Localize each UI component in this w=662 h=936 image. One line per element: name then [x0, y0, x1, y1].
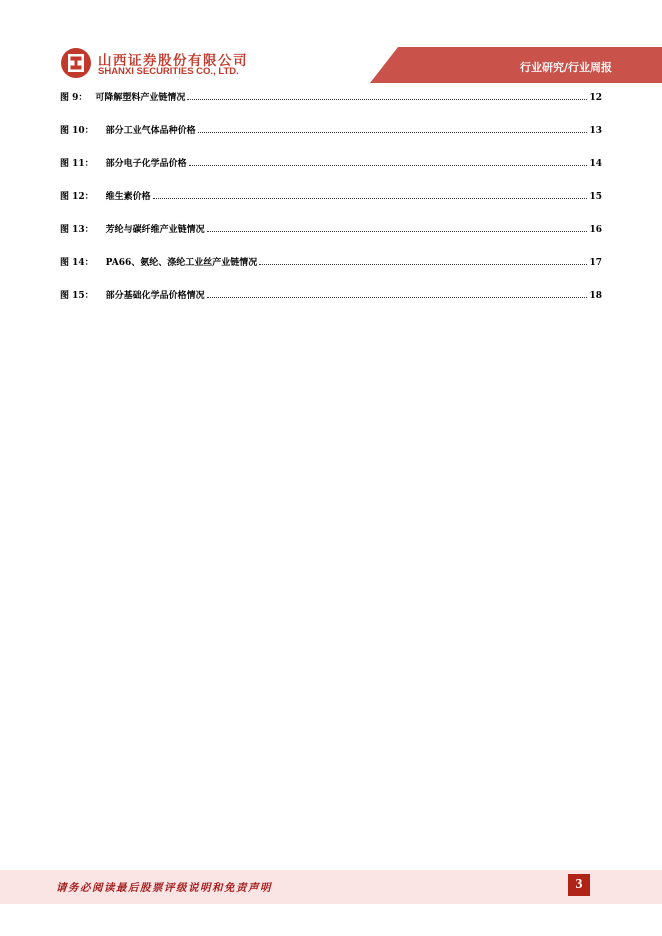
- figure-title: 部分电子化学品价格: [105, 159, 187, 169]
- page-number: 3: [568, 874, 590, 896]
- dot-leader: [207, 223, 588, 232]
- figure-page: 13: [589, 126, 602, 136]
- disclaimer-notice: 请务必阅读最后股票评级说明和免责声明: [56, 882, 272, 894]
- dot-leader: [189, 157, 588, 166]
- dot-leader: [207, 289, 588, 298]
- toc-entry[interactable]: [60, 288, 602, 302]
- figure-label: 图 12：: [60, 192, 94, 202]
- figure-title: 部分工业气体品种价格: [105, 126, 196, 136]
- figure-title: 维生素价格: [105, 192, 151, 202]
- figure-page: 14: [589, 159, 602, 169]
- figure-page: 12: [589, 93, 602, 103]
- figure-label: 图 13：: [60, 225, 94, 235]
- report-type: 行业研究/行业周报: [519, 61, 612, 74]
- page-header: [0, 0, 662, 92]
- figure-page: 16: [589, 225, 602, 235]
- toc-entry[interactable]: [60, 156, 602, 170]
- dot-leader: [259, 256, 587, 265]
- figure-label: 图 9：: [60, 93, 88, 103]
- dot-leader: [153, 190, 588, 199]
- figure-page: 18: [589, 291, 602, 301]
- company-name-en: SHANXI SECURITIES CO., LTD.: [98, 66, 239, 77]
- figure-title: 芳纶与碳纤维产业链情况: [105, 225, 205, 235]
- toc-entry[interactable]: [60, 189, 602, 203]
- figure-title: 可降解塑料产业链情况: [95, 93, 186, 103]
- dot-leader: [198, 124, 588, 133]
- figure-label: 图 14：: [60, 258, 94, 268]
- figure-title: 部分基础化学品价格情况: [105, 291, 205, 301]
- toc-entry[interactable]: [60, 255, 602, 269]
- company-logo-icon: [60, 47, 92, 79]
- company-name-cn: 山西证券股份有限公司: [98, 53, 248, 69]
- figure-title: PA66、氨纶、涤纶工业丝产业链情况: [105, 258, 258, 268]
- toc-entry[interactable]: [60, 222, 602, 236]
- figure-label: 图 10：: [60, 126, 94, 136]
- figure-page: 15: [589, 192, 602, 202]
- figure-label: 图 11：: [60, 159, 94, 169]
- dot-leader: [187, 91, 587, 100]
- toc-entry[interactable]: [60, 123, 602, 137]
- toc-entry[interactable]: [60, 90, 602, 104]
- figure-page: 17: [589, 258, 602, 268]
- figure-label: 图 15：: [60, 291, 94, 301]
- header-banner: [370, 47, 662, 83]
